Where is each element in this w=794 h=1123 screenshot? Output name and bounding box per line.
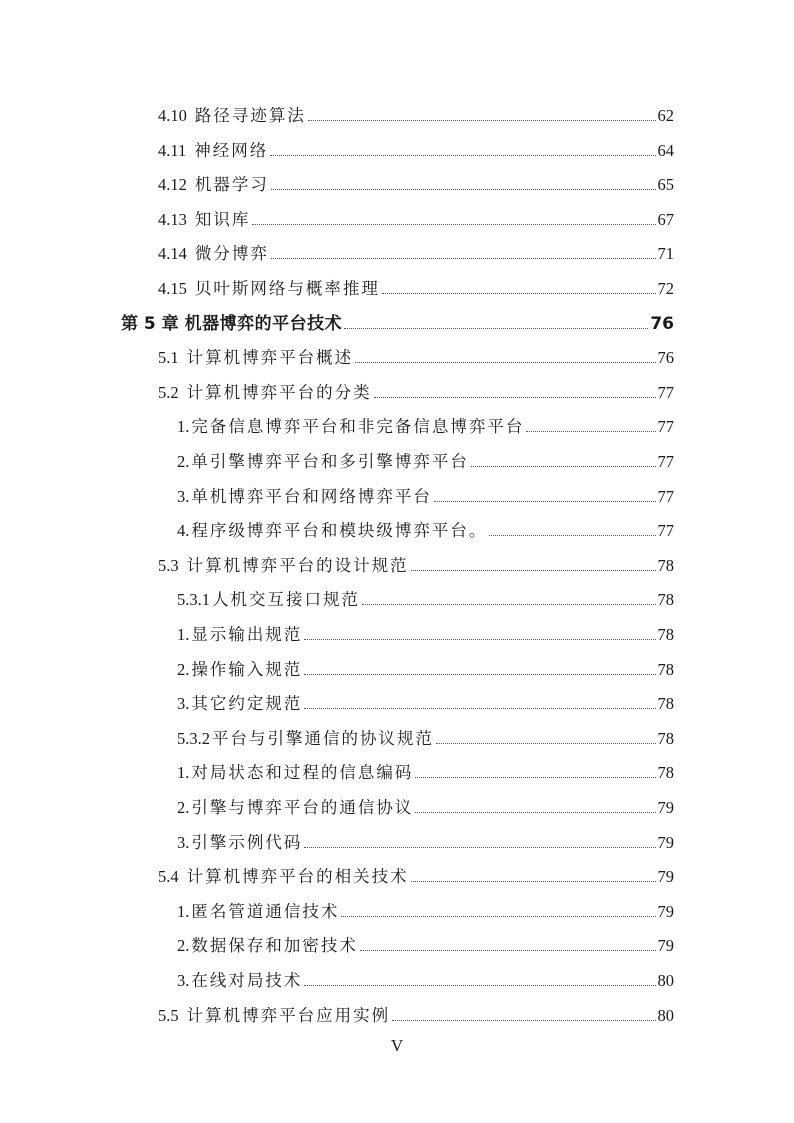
toc-entry-number: 1. [177, 417, 190, 437]
toc-entry-title: 机器学习 [194, 175, 269, 195]
toc-entry-page: 79 [657, 798, 674, 817]
toc-entry[interactable] [177, 576, 674, 610]
toc-entry-page: 76 [650, 313, 674, 334]
toc-entry-title: 计算机博弈平台的设计规范 [186, 555, 409, 575]
toc-entry[interactable] [177, 784, 674, 818]
toc-entry-page: 62 [657, 106, 674, 125]
toc-entry-title: 平台与引擎通信的协议规范 [212, 728, 434, 748]
toc-entry-page: 77 [657, 417, 674, 437]
toc-entry-page: 71 [657, 244, 674, 264]
toc-entry-number: 3. [177, 694, 190, 714]
toc-entry-title: 操作输入规范 [191, 659, 303, 679]
toc-entry-title: 数据保存和加密技术 [191, 936, 358, 956]
toc-entry-number: 5.4 [158, 867, 179, 887]
toc-entry-number: 第 5 章 [121, 313, 179, 334]
toc-entry-number: 4.15 [158, 279, 187, 298]
toc-entry-title: 单引擎博弈平台和多引擎博弈平台 [191, 452, 469, 471]
dot-leader [304, 847, 655, 848]
toc-entry[interactable] [177, 611, 674, 645]
toc-entry[interactable] [158, 92, 674, 126]
dot-leader [489, 535, 655, 536]
toc-entry-page: 72 [657, 279, 674, 298]
toc-entry[interactable] [177, 922, 674, 956]
page-number: V [390, 1036, 404, 1055]
dot-leader [270, 155, 655, 156]
toc-entry-number: 2. [177, 452, 190, 471]
dot-leader [344, 328, 648, 329]
toc-entry[interactable] [158, 992, 674, 1026]
toc-entry-number: 5.5 [158, 1005, 179, 1025]
toc-entry-title: 计算机博弈平台应用实例 [186, 1005, 391, 1025]
toc-entry-title: 微分博弈 [194, 244, 269, 264]
dot-leader [411, 570, 656, 571]
toc-entry[interactable] [177, 819, 674, 853]
toc-entry[interactable] [177, 888, 674, 922]
toc-entry-page: 79 [657, 901, 674, 921]
toc-entry-page: 67 [657, 209, 674, 229]
dot-leader [271, 258, 656, 259]
toc-entry[interactable] [177, 438, 674, 472]
dot-leader [271, 189, 656, 190]
toc-entry-number: 4. [177, 521, 190, 541]
toc-entry[interactable] [158, 853, 674, 887]
toc-entry-title: 程序级博弈平台和模块级博弈平台。 [191, 521, 488, 541]
toc-entry-page: 77 [657, 382, 674, 402]
toc-entry-title: 完备信息博弈平台和非完备信息博弈平台 [191, 417, 525, 437]
toc-entry-number: 1. [177, 763, 190, 783]
toc-entry-title: 显示输出规范 [191, 625, 303, 644]
toc-entry-page: 77 [657, 521, 674, 541]
dot-leader [392, 1020, 655, 1021]
dot-leader [415, 777, 655, 778]
toc-entry-page: 77 [657, 452, 674, 471]
toc-entry[interactable] [177, 680, 674, 714]
dot-leader [415, 812, 655, 813]
dot-leader [304, 985, 655, 986]
toc-entry-title: 知识库 [194, 209, 251, 229]
toc-entry-number: 4.14 [158, 244, 187, 264]
toc-entry-page: 78 [657, 763, 674, 783]
toc-entry[interactable] [158, 127, 674, 161]
toc-entry[interactable] [158, 369, 674, 403]
toc-entry-title: 神经网络 [194, 140, 269, 160]
toc-entry-page: 80 [657, 1005, 674, 1025]
toc-entry-title: 计算机博弈平台的分类 [186, 382, 372, 402]
toc-entry-number: 2. [177, 659, 190, 679]
toc-entry[interactable] [158, 196, 674, 230]
dot-leader [304, 708, 655, 709]
toc-entry-number: 4.12 [158, 175, 187, 195]
dot-leader [471, 466, 656, 467]
dot-leader [341, 916, 655, 917]
toc-entry[interactable] [158, 230, 674, 264]
toc-entry[interactable] [158, 161, 674, 195]
dot-leader [355, 362, 655, 363]
toc-entry-title: 对局状态和过程的信息编码 [191, 763, 414, 783]
toc-entry-number: 2. [177, 798, 190, 817]
toc-entry-page: 80 [657, 971, 674, 990]
toc-entry-number: 1. [177, 901, 190, 921]
dot-leader [411, 881, 656, 882]
toc-entry-title: 人机交互接口规范 [212, 590, 360, 610]
toc-entry-number: 1. [177, 625, 190, 644]
toc-entry[interactable] [177, 403, 674, 437]
toc-entry[interactable] [177, 957, 674, 991]
toc-entry-page: 76 [657, 348, 674, 368]
toc-entry-number: 4.10 [158, 106, 187, 125]
toc-entry-page: 78 [657, 728, 674, 748]
dot-leader [374, 397, 656, 398]
toc-entry[interactable] [158, 334, 674, 368]
toc-entry-number: 5.3 [158, 555, 179, 575]
toc-entry-number: 4.11 [158, 140, 187, 160]
toc-entry-page: 78 [657, 625, 674, 644]
dot-leader [252, 224, 655, 225]
toc-entry-title: 计算机博弈平台的相关技术 [186, 867, 409, 887]
dot-leader [308, 120, 656, 121]
toc-entry-title: 贝叶斯网络与概率推理 [194, 279, 380, 298]
toc-entry-page: 79 [657, 936, 674, 956]
toc-entry-number: 5.3.1 [177, 590, 210, 610]
toc-entry-number: 5.3.2 [177, 728, 210, 748]
toc-entry-number: 3. [177, 971, 190, 990]
dot-leader [526, 431, 655, 432]
dot-leader [304, 639, 655, 640]
toc-entry[interactable] [177, 473, 674, 507]
dot-leader [362, 604, 656, 605]
toc-entry[interactable] [158, 265, 674, 299]
toc-entry[interactable] [177, 646, 674, 680]
toc-entry[interactable] [158, 542, 674, 576]
toc-entry-number: 3. [177, 832, 190, 852]
toc-entry-page: 64 [657, 140, 674, 160]
toc-entry-page: 79 [657, 867, 674, 887]
toc-entry-number: 5.1 [158, 348, 179, 368]
toc-entry-title: 路径寻迹算法 [194, 106, 306, 125]
toc-entry-title: 匿名管道通信技术 [191, 901, 340, 921]
toc-entry-page: 78 [657, 555, 674, 575]
toc-chapter-entry[interactable] [121, 300, 674, 334]
toc-entry-title: 其它约定规范 [191, 694, 303, 714]
toc-entry[interactable] [177, 749, 674, 783]
dot-leader [382, 293, 656, 294]
toc-entry-page: 78 [657, 694, 674, 714]
toc-entry-page: 65 [657, 175, 674, 195]
toc-entry-title: 计算机博弈平台概述 [186, 348, 354, 368]
dot-leader [304, 674, 655, 675]
toc-entry-title: 机器博弈的平台技术 [184, 313, 343, 334]
dot-leader [434, 501, 656, 502]
toc-entry-number: 3. [177, 486, 190, 506]
toc-entry[interactable] [177, 715, 674, 749]
toc-entry-title: 引擎示例代码 [191, 832, 303, 852]
dot-leader [436, 743, 656, 744]
toc-entry[interactable] [177, 507, 674, 541]
dot-leader [360, 950, 656, 951]
toc-entry-page: 78 [657, 590, 674, 610]
toc-entry-number: 2. [177, 936, 190, 956]
toc-entry-number: 4.13 [158, 209, 187, 229]
toc-entry-page: 79 [657, 832, 674, 852]
toc-entry-title: 单机博弈平台和网络博弈平台 [191, 486, 432, 506]
toc-entry-page: 78 [657, 659, 674, 679]
toc-entry-title: 在线对局技术 [191, 971, 303, 990]
toc-entry-page: 77 [657, 486, 674, 506]
toc-entry-title: 引擎与博弈平台的通信协议 [191, 798, 414, 817]
toc-entry-number: 5.2 [158, 382, 179, 402]
